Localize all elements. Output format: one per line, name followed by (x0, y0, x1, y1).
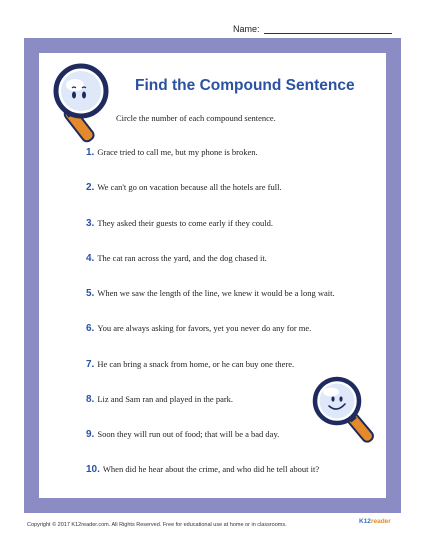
sentence-text: You are always asking for favors, yet you never do any for me. (97, 323, 312, 333)
sentence-number[interactable]: 3. (86, 218, 95, 229)
sentence-item-2[interactable] (86, 182, 282, 193)
sentence-item-10[interactable] (86, 464, 319, 475)
sentence-item-6[interactable] (86, 323, 311, 334)
sentence-item-3[interactable] (86, 218, 273, 229)
sentence-number[interactable]: 6. (86, 323, 95, 334)
sentence-item-8[interactable] (86, 394, 233, 405)
sentence-item-9[interactable] (86, 429, 279, 440)
sentence-number[interactable]: 7. (86, 359, 95, 370)
sentence-number[interactable]: 10. (86, 464, 100, 475)
name-label: Name: (233, 24, 260, 34)
worksheet-frame (24, 38, 401, 513)
brand-logo (359, 518, 391, 525)
brand-logo-part-a: K12 (359, 518, 371, 525)
sentence-text: Grace tried to call me, but my phone is broken. (97, 147, 258, 157)
sentence-number[interactable]: 8. (86, 394, 95, 405)
sentence-text: They asked their guests to come early if they could. (97, 218, 273, 228)
brand-logo-part-b: reader (370, 518, 391, 525)
sentence-text: Soon they will run out of food; that will be a bad day. (97, 429, 280, 439)
sentence-number[interactable]: 2. (86, 182, 95, 193)
magnifying-glass-icon (51, 61, 119, 149)
sentence-item-4[interactable] (86, 253, 267, 264)
worksheet-sheet (39, 53, 386, 498)
name-blank-line[interactable] (264, 24, 392, 34)
sentence-text: When did he hear about the crime, and who did he tell about it? (102, 464, 320, 474)
worksheet-title: Find the Compound Sentence (135, 77, 355, 94)
instructions: Circle the number of each compound sentence. (116, 113, 276, 123)
sentence-text: We can't go on vacation because all the hotels are full. (97, 182, 282, 192)
sentence-text: He can bring a snack from home, or he can buy one there. (97, 359, 295, 369)
copyright-notice: Copyright © 2017 K12reader.com. All Rights Reserved. Free for educational use at home or in classrooms. (27, 522, 287, 528)
sentence-text: The cat ran across the yard, and the dog chased it. (97, 253, 267, 263)
sentence-text: When we saw the length of the line, we knew it would be a long wait. (97, 288, 335, 298)
sentence-text: Liz and Sam ran and played in the park. (97, 394, 234, 404)
sentence-item-5[interactable] (86, 288, 335, 299)
sentence-item-7[interactable] (86, 359, 294, 370)
sentence-number[interactable]: 5. (86, 288, 95, 299)
sentence-number[interactable]: 4. (86, 253, 95, 264)
name-field[interactable] (233, 24, 403, 34)
sentence-number[interactable]: 1. (86, 147, 95, 158)
sentence-number[interactable]: 9. (86, 429, 95, 440)
sentence-item-1[interactable] (86, 147, 258, 158)
smiling-magnifying-glass-icon (311, 375, 375, 447)
